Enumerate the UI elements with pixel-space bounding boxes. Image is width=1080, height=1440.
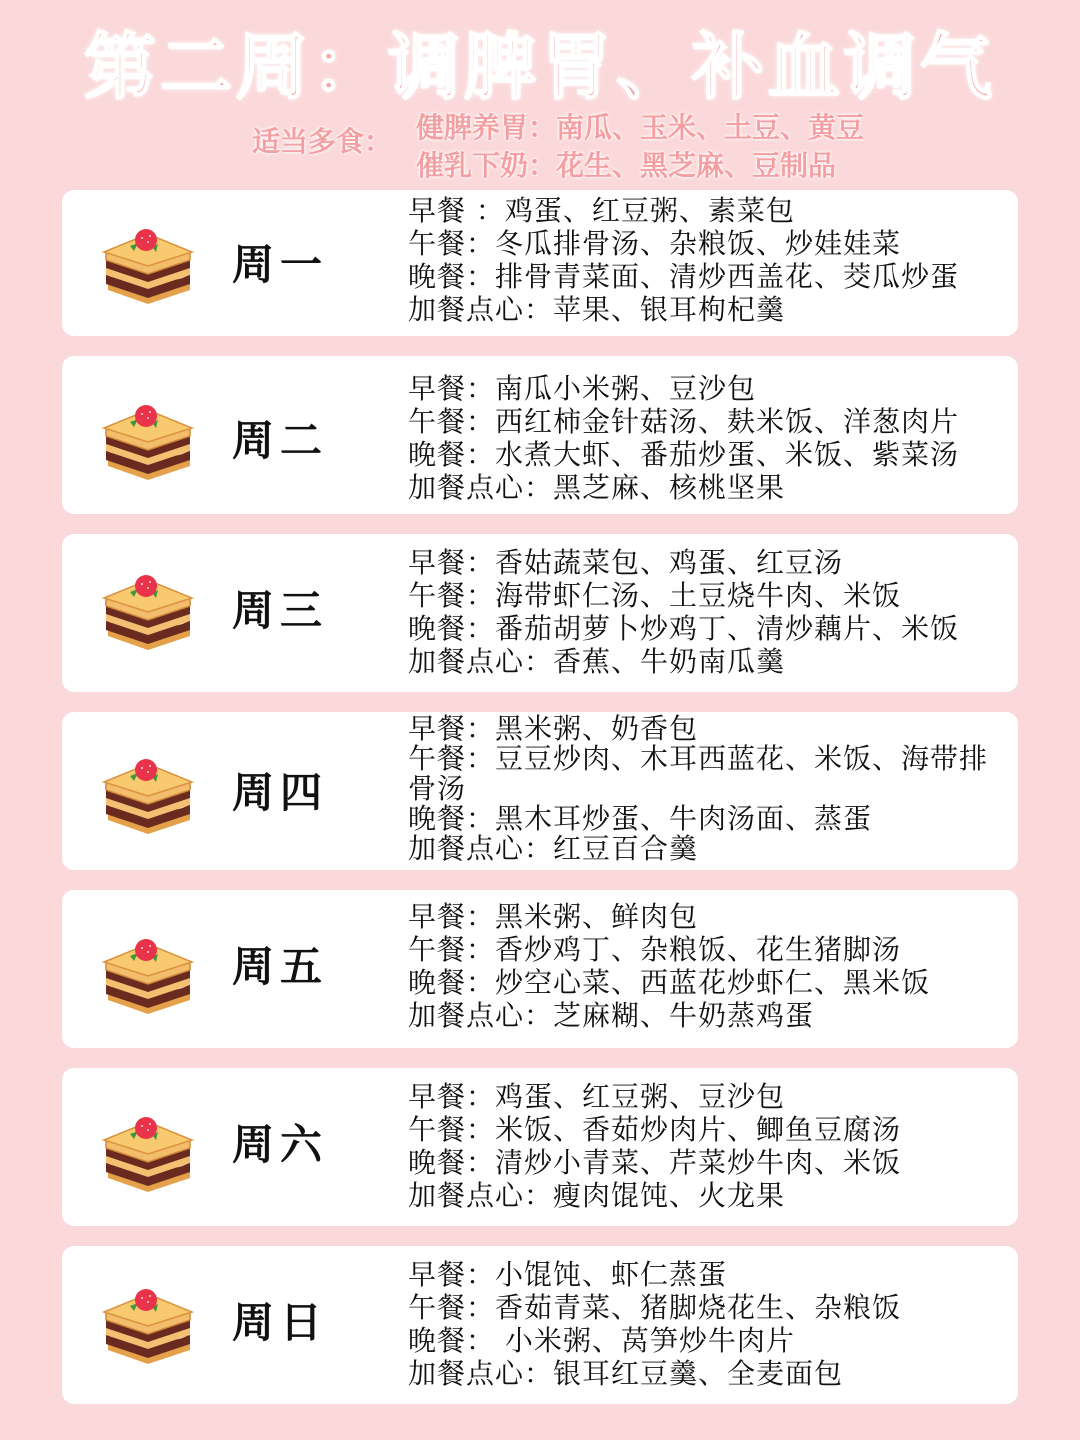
day-label: 周二: [232, 416, 329, 465]
breakfast: 早餐：鸡蛋、红豆粥、豆沙包: [408, 1080, 786, 1113]
meal-list: [408, 900, 1012, 1032]
dinner: 晚餐：清炒小青菜、芹菜炒牛肉、米饭: [408, 1146, 902, 1179]
breakfast: 早餐：小馄饨、虾仁蒸蛋: [408, 1258, 728, 1291]
lunch: 午餐：海带虾仁汤、土豆烧牛肉、米饭: [408, 579, 902, 612]
day-card-wed: [62, 534, 1018, 692]
snack: 加餐点心：瘦肉馄饨、火龙果: [408, 1179, 786, 1212]
day-card-mon: [62, 190, 1018, 336]
dinner: 晚餐：炒空心菜、西蓝花炒虾仁、黑米饭: [408, 966, 931, 999]
snack: 加餐点心：银耳红豆羹、全麦面包: [408, 1357, 844, 1390]
day-card-tue: [62, 356, 1018, 514]
dinner: 晚餐：番茄胡萝卜炒鸡丁、清炒藕片、米饭: [408, 612, 960, 645]
meal-list: [408, 372, 1012, 504]
lunch: 午餐：香茹青菜、猪脚烧花生、杂粮饭: [408, 1291, 902, 1324]
dinner: 晚餐：水煮大虾、番茄炒蛋、米饭、紫菜汤: [408, 438, 960, 471]
snack: 加餐点心：香蕉、牛奶南瓜羹: [408, 645, 786, 678]
subtitle-label: 适当多食：: [252, 125, 393, 158]
meal-list: [408, 1080, 1012, 1212]
lunch: 午餐：豆豆炒肉、木耳西蓝花、米饭、海带排骨汤: [408, 742, 989, 805]
subtitle-line-spleen: 健脾养胃：南瓜、玉米、土豆、黄豆: [416, 111, 865, 144]
day-label: 周四: [232, 768, 329, 817]
dinner: 晚餐：排骨青菜面、清炒西盖花、茭瓜炒蛋: [408, 260, 960, 293]
snack: 加餐点心：黑芝麻、核桃坚果: [408, 471, 786, 504]
cake-slice-with-strawberry-icon: [100, 1114, 196, 1192]
day-label: 周一: [232, 240, 329, 289]
meal-list: [408, 714, 1012, 864]
cake-slice-with-strawberry-icon: [100, 1286, 196, 1364]
breakfast: 早餐：香姑蔬菜包、鸡蛋、红豆汤: [408, 546, 844, 579]
dinner: 晚餐： 小米粥、莴笋炒牛肉片: [408, 1324, 795, 1357]
snack: 加餐点心：红豆百合羹: [408, 832, 699, 865]
day-label: 周三: [232, 586, 329, 635]
day-label: 周五: [232, 942, 329, 991]
snack: 加餐点心：芝麻糊、牛奶蒸鸡蛋: [408, 999, 815, 1032]
page-title: 第二周：调脾胃、补血调气: [83, 25, 996, 109]
lunch: 午餐：冬瓜排骨汤、杂粮饭、炒娃娃菜: [408, 227, 902, 260]
cake-slice-with-strawberry-icon: [100, 936, 196, 1014]
day-label: 周日: [232, 1298, 329, 1347]
cake-slice-with-strawberry-icon: [100, 402, 196, 480]
cake-slice-with-strawberry-icon: [100, 756, 196, 834]
cake-slice-with-strawberry-icon: [100, 572, 196, 650]
meal-list: [408, 1258, 1012, 1390]
day-card-fri: [62, 890, 1018, 1048]
lunch: 午餐：米饭、香茹炒肉片、鲫鱼豆腐汤: [408, 1113, 902, 1146]
day-card-sat: [62, 1068, 1018, 1226]
lunch: 午餐：西红柿金针菇汤、麸米饭、洋葱肉片: [408, 405, 960, 438]
day-label: 周六: [232, 1120, 329, 1169]
meal-list: [408, 194, 1012, 326]
snack: 加餐点心：苹果、银耳枸杞羹: [408, 293, 786, 326]
breakfast: 早餐：南瓜小米粥、豆沙包: [408, 372, 757, 405]
subtitle-line-lactation: 催乳下奶：花生、黑芝麻、豆制品: [416, 149, 837, 182]
lunch: 午餐：香炒鸡丁、杂粮饭、花生猪脚汤: [408, 933, 902, 966]
breakfast: 早餐：黑米粥、奶香包: [408, 712, 699, 745]
cake-slice-with-strawberry-icon: [100, 226, 196, 304]
dinner: 晚餐：黑木耳炒蛋、牛肉汤面、蒸蛋: [408, 802, 873, 835]
day-card-sun: [62, 1246, 1018, 1404]
breakfast: 早餐：黑米粥、鲜肉包: [408, 900, 699, 933]
breakfast: 早餐 ：鸡蛋、红豆粥、素菜包: [408, 194, 795, 227]
meal-list: [408, 546, 1012, 678]
day-card-thu: [62, 712, 1018, 870]
